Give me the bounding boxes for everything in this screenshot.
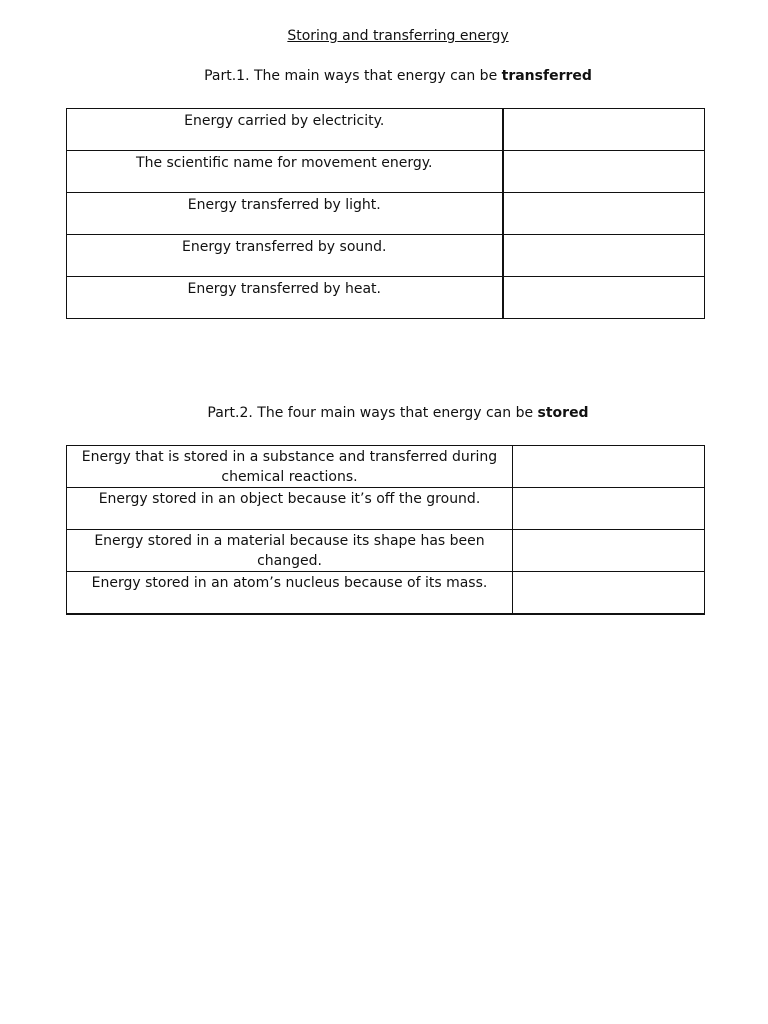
part1-heading	[0, 68, 768, 84]
question-cell: The scientific name for movement energy.	[67, 151, 503, 193]
question-cell: Energy stored in a material because its shape has been changed.	[67, 530, 513, 572]
table-row	[67, 277, 705, 319]
table-row	[67, 572, 705, 614]
answer-cell[interactable]	[503, 109, 705, 151]
part2-heading-text: Part.2. The four main ways that energy can be	[207, 405, 538, 421]
table-row	[67, 109, 705, 151]
question-cell: Energy that is stored in a substance and transferred during chemical reactions.	[67, 446, 513, 488]
page-title: Storing and transferring energy	[287, 28, 509, 44]
answer-cell[interactable]	[513, 530, 705, 572]
answer-cell[interactable]	[513, 446, 705, 488]
part2-heading	[0, 405, 768, 421]
question-cell: Energy stored in an object because it’s off the ground.	[67, 488, 513, 530]
table-row	[67, 530, 705, 572]
answer-cell[interactable]	[503, 151, 705, 193]
question-cell: Energy carried by electricity.	[67, 109, 503, 151]
answer-cell[interactable]	[513, 488, 705, 530]
part2-table	[66, 445, 705, 615]
part1-heading-keyword: transferred	[501, 68, 592, 84]
table-row	[67, 151, 705, 193]
question-cell: Energy transferred by light.	[67, 193, 503, 235]
table-row	[67, 235, 705, 277]
answer-cell[interactable]	[513, 572, 705, 614]
answer-cell[interactable]	[503, 277, 705, 319]
question-cell: Energy transferred by heat.	[67, 277, 503, 319]
table-row	[67, 193, 705, 235]
answer-cell[interactable]	[503, 235, 705, 277]
part1-table	[66, 108, 705, 319]
part1-heading-text: Part.1. The main ways that energy can be	[204, 68, 502, 84]
question-cell: Energy stored in an atom’s nucleus because of its mass.	[67, 572, 513, 614]
question-cell: Energy transferred by sound.	[67, 235, 503, 277]
answer-cell[interactable]	[503, 193, 705, 235]
table-row	[67, 446, 705, 488]
part2-heading-keyword: stored	[537, 405, 589, 421]
table-row	[67, 488, 705, 530]
